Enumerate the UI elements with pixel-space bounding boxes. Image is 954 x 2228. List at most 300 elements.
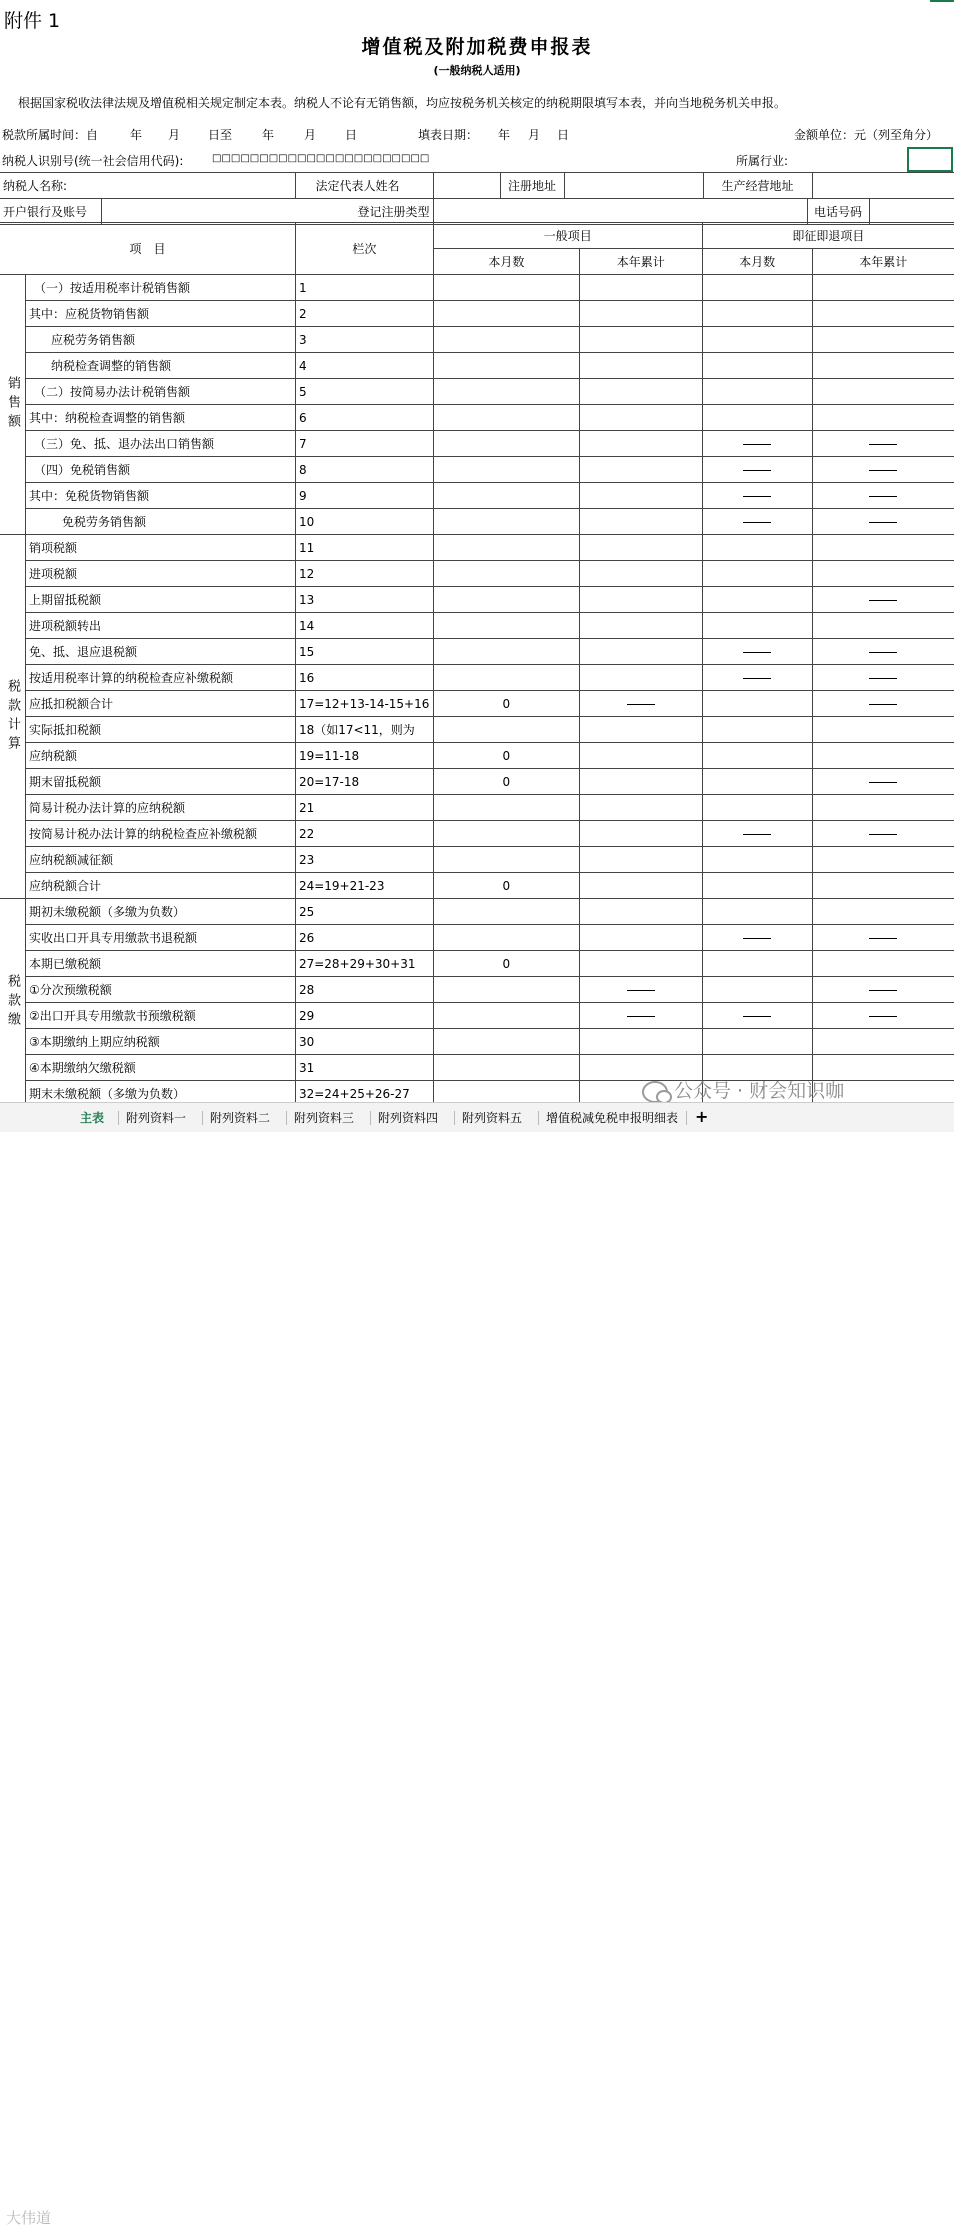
- table-row: [0, 873, 954, 899]
- value-cell-gy[interactable]: [579, 951, 702, 977]
- not-applicable-dash: [627, 1016, 655, 1017]
- row-item-label: （一）按适用税率计税销售额: [26, 275, 296, 301]
- row-item-label: 其中：应税货物销售额: [26, 301, 296, 327]
- not-applicable-dash: [743, 496, 771, 497]
- row-item-label: 其中：纳税检查调整的销售额: [26, 405, 296, 431]
- value-cell-rm[interactable]: [702, 509, 812, 535]
- value-cell-ry[interactable]: [812, 561, 954, 587]
- section-label-tax-calc: 税款计算: [0, 535, 26, 899]
- value-cell-rm[interactable]: [702, 1029, 812, 1055]
- value-cell-gy[interactable]: [579, 509, 702, 535]
- row-item-label: ④本期缴纳欠缴税额: [26, 1055, 296, 1081]
- legal-rep-value[interactable]: [433, 173, 500, 199]
- not-applicable-dash: [869, 600, 897, 601]
- column-header-item: 项 目: [0, 223, 295, 275]
- row-item-label: 实际抵扣税额: [26, 717, 296, 743]
- table-row: [0, 457, 954, 483]
- table-row: [0, 977, 954, 1003]
- watermark: [642, 1076, 844, 1103]
- value-cell-ry[interactable]: [812, 847, 954, 873]
- row-item-label: 免、抵、退应退税额: [26, 639, 296, 665]
- value-cell-rm[interactable]: [702, 925, 812, 951]
- value-cell-gy[interactable]: [579, 613, 702, 639]
- row-line-number: 14: [295, 613, 433, 639]
- declaration-table: [0, 222, 954, 1107]
- value-cell-rm[interactable]: [702, 847, 812, 873]
- column-header-general-ytd: 本年累计: [579, 249, 702, 275]
- not-applicable-dash: [869, 938, 897, 939]
- column-header-refund: 即征即退项目: [702, 223, 954, 249]
- row-item-label: 本期已缴税额: [26, 951, 296, 977]
- value-cell-gm[interactable]: [433, 535, 579, 561]
- value-cell-gy[interactable]: [579, 1029, 702, 1055]
- value-cell-rm[interactable]: [702, 717, 812, 743]
- value-cell-rm[interactable]: [702, 769, 812, 795]
- value-cell-gm[interactable]: [433, 821, 579, 847]
- table-row: [0, 717, 954, 743]
- value-cell-gm[interactable]: [433, 457, 579, 483]
- value-cell-gm[interactable]: 0: [433, 691, 579, 717]
- table-row: [0, 509, 954, 535]
- value-cell-gy[interactable]: [579, 665, 702, 691]
- value-cell-gm[interactable]: [433, 509, 579, 535]
- row-line-number: 26: [295, 925, 433, 951]
- table-row: [0, 1029, 954, 1055]
- sheet-tab[interactable]: 增值税减免税申报明细表: [546, 1111, 679, 1125]
- value-cell-rm[interactable]: [702, 353, 812, 379]
- value-cell-gy[interactable]: [579, 769, 702, 795]
- row-item-label: ①分次预缴税额: [26, 977, 296, 1003]
- sheet-tab[interactable]: 附列资料五: [462, 1111, 523, 1125]
- row-line-number: 23: [295, 847, 433, 873]
- value-cell-gm[interactable]: [433, 847, 579, 873]
- value-cell-gy[interactable]: [579, 327, 702, 353]
- value-cell-ry[interactable]: [812, 743, 954, 769]
- period-day-2: 日: [345, 128, 358, 142]
- not-applicable-dash: [743, 522, 771, 523]
- row-item-label: 应纳税额合计: [26, 873, 296, 899]
- value-cell-rm[interactable]: [702, 951, 812, 977]
- row-line-number: 31: [295, 1055, 433, 1081]
- value-cell-rm[interactable]: [702, 535, 812, 561]
- row-line-number: 22: [295, 821, 433, 847]
- row-line-number: 32=24+25+26-27: [295, 1081, 433, 1107]
- not-applicable-dash: [869, 834, 897, 835]
- tab-separator: [286, 1111, 287, 1125]
- form-note: 根据国家税收法律法规及增值税相关规定制定本表。纳税人不论有无销售额，均应按税务机关核定的纳税期限填写本表，并向当地税务机关申报。: [18, 96, 787, 110]
- table-row: [0, 899, 954, 925]
- not-applicable-dash: [743, 938, 771, 939]
- value-cell-rm[interactable]: [702, 873, 812, 899]
- value-cell-ry[interactable]: [812, 509, 954, 535]
- column-header-refund-ytd: 本年累计: [812, 249, 954, 275]
- row-line-number: 19=11-18: [295, 743, 433, 769]
- row-line-number: 7: [295, 431, 433, 457]
- value-cell-rm[interactable]: [702, 275, 812, 301]
- reg-type-label: 登记注册类型: [101, 199, 433, 225]
- value-cell-rm[interactable]: [702, 405, 812, 431]
- row-item-label: 上期留抵税额: [26, 587, 296, 613]
- row-item-label: （三）免、抵、退办法出口销售额: [26, 431, 296, 457]
- section-label-sales: 销售额: [0, 275, 26, 535]
- not-applicable-dash: [743, 1016, 771, 1017]
- row-item-label: 应纳税额: [26, 743, 296, 769]
- not-applicable-dash: [743, 834, 771, 835]
- left-logo: 大伟道: [6, 2209, 52, 2227]
- not-applicable-dash: [869, 496, 897, 497]
- sheet-tab[interactable]: 附列资料四: [378, 1111, 439, 1125]
- sheet-tab[interactable]: 附列资料二: [210, 1111, 271, 1125]
- not-applicable-dash: [743, 678, 771, 679]
- form-subtitle: (一般纳税人适用): [433, 64, 521, 77]
- table-row: [0, 1003, 954, 1029]
- taxpayer-id-boxes[interactable]: □□□□□□□□□□□□□□□□□□□□□□□: [212, 153, 430, 164]
- row-line-number: 15: [295, 639, 433, 665]
- annex-label: 附件 1: [4, 10, 61, 32]
- value-cell-gm[interactable]: 0: [433, 951, 579, 977]
- period-label: 税款所属时间：自: [2, 128, 99, 142]
- tab-separator: [118, 1111, 119, 1125]
- table-row: [0, 665, 954, 691]
- fill-year: 年: [498, 128, 511, 142]
- value-cell-rm[interactable]: [702, 977, 812, 1003]
- column-header-refund-month: 本月数: [702, 249, 812, 275]
- selection-edge-mark: [930, 0, 954, 2]
- row-item-label: 进项税额: [26, 561, 296, 587]
- value-cell-gm[interactable]: [433, 353, 579, 379]
- taxpayer-id-label: 纳税人识别号(统一社会信用代码):: [2, 154, 184, 168]
- not-applicable-dash: [743, 652, 771, 653]
- value-cell-ry[interactable]: [812, 587, 954, 613]
- row-line-number: 11: [295, 535, 433, 561]
- value-cell-gy[interactable]: [579, 639, 702, 665]
- value-cell-rm[interactable]: [702, 639, 812, 665]
- value-cell-gy[interactable]: [579, 457, 702, 483]
- table-row: [0, 405, 954, 431]
- row-line-number: 1: [295, 275, 433, 301]
- column-header-general-month: 本月数: [433, 249, 579, 275]
- value-cell-gm[interactable]: [433, 327, 579, 353]
- value-cell-ry[interactable]: [812, 379, 954, 405]
- row-item-label: （二）按简易办法计税销售额: [26, 379, 296, 405]
- fill-day: 日: [557, 128, 570, 142]
- row-item-label: 应税劳务销售额: [26, 327, 296, 353]
- phone-label: 电话号码: [807, 199, 869, 225]
- value-cell-gy[interactable]: [579, 743, 702, 769]
- value-cell-ry[interactable]: [812, 1029, 954, 1055]
- table-row: [0, 301, 954, 327]
- value-cell-gy[interactable]: [579, 925, 702, 951]
- value-cell-gm[interactable]: [433, 379, 579, 405]
- table-row: [0, 353, 954, 379]
- row-line-number: 6: [295, 405, 433, 431]
- row-item-label: 期初未缴税额（多缴为负数）: [26, 899, 296, 925]
- value-cell-gy[interactable]: [579, 379, 702, 405]
- value-cell-rm[interactable]: [702, 795, 812, 821]
- value-cell-gm[interactable]: [433, 639, 579, 665]
- value-cell-ry[interactable]: [812, 691, 954, 717]
- column-header-general: 一般项目: [433, 223, 702, 249]
- value-cell-gm[interactable]: 0: [433, 743, 579, 769]
- table-row: [0, 925, 954, 951]
- add-sheet-button[interactable]: +: [695, 1107, 709, 1126]
- value-cell-rm[interactable]: [702, 743, 812, 769]
- value-cell-gm[interactable]: [433, 431, 579, 457]
- value-cell-gm[interactable]: [433, 795, 579, 821]
- row-line-number: 12: [295, 561, 433, 587]
- row-item-label: 简易计税办法计算的应纳税额: [26, 795, 296, 821]
- value-cell-gm[interactable]: [433, 301, 579, 327]
- value-cell-ry[interactable]: [812, 639, 954, 665]
- row-line-number: 10: [295, 509, 433, 535]
- not-applicable-dash: [869, 444, 897, 445]
- not-applicable-dash: [743, 444, 771, 445]
- tab-separator: [538, 1111, 539, 1125]
- table-row: [0, 587, 954, 613]
- tab-separator: [202, 1111, 203, 1125]
- row-line-number: 3: [295, 327, 433, 353]
- value-cell-rm[interactable]: [702, 483, 812, 509]
- phone-value[interactable]: [869, 199, 954, 225]
- bank-label: 开户银行及账号: [0, 199, 101, 225]
- value-cell-rm[interactable]: [702, 457, 812, 483]
- value-cell-gm[interactable]: [433, 1029, 579, 1055]
- reg-type-value[interactable]: [433, 199, 807, 225]
- row-item-label: 应抵扣税额合计: [26, 691, 296, 717]
- table-row: [0, 639, 954, 665]
- row-item-label: 期末未缴税额（多缴为负数）: [26, 1081, 296, 1107]
- sheet-tab[interactable]: 附列资料一: [126, 1111, 187, 1125]
- row-item-label: 实收出口开具专用缴款书退税额: [26, 925, 296, 951]
- row-line-number: 2: [295, 301, 433, 327]
- value-cell-ry[interactable]: [812, 717, 954, 743]
- row-item-label: ②出口开具专用缴款书预缴税额: [26, 1003, 296, 1029]
- value-cell-gm[interactable]: 0: [433, 769, 579, 795]
- not-applicable-dash: [627, 990, 655, 991]
- value-cell-gy[interactable]: [579, 405, 702, 431]
- not-applicable-dash: [743, 470, 771, 471]
- value-cell-ry[interactable]: [812, 457, 954, 483]
- industry-label: 所属行业:: [736, 154, 789, 168]
- table-row: [0, 951, 954, 977]
- value-cell-gy[interactable]: [579, 483, 702, 509]
- not-applicable-dash: [869, 652, 897, 653]
- value-cell-ry[interactable]: [812, 821, 954, 847]
- row-line-number: 9: [295, 483, 433, 509]
- sheet-tab-bar: [0, 1102, 954, 2227]
- sheet-tab[interactable]: 附列资料三: [294, 1111, 355, 1125]
- table-row: [0, 431, 954, 457]
- value-cell-ry[interactable]: [812, 795, 954, 821]
- table-row: [0, 821, 954, 847]
- table-row: [0, 561, 954, 587]
- not-applicable-dash: [627, 704, 655, 705]
- fill-date-label: 填表日期：: [418, 128, 479, 142]
- row-line-number: 8: [295, 457, 433, 483]
- row-line-number: 20=17-18: [295, 769, 433, 795]
- value-cell-ry[interactable]: [812, 925, 954, 951]
- row-item-label: 其中：免税货物销售额: [26, 483, 296, 509]
- table-row: [0, 847, 954, 873]
- value-cell-gm[interactable]: [433, 613, 579, 639]
- value-cell-gy[interactable]: [579, 821, 702, 847]
- value-cell-gy[interactable]: [579, 899, 702, 925]
- value-cell-rm[interactable]: [702, 301, 812, 327]
- value-cell-rm[interactable]: [702, 821, 812, 847]
- value-cell-gm[interactable]: [433, 1003, 579, 1029]
- selected-cell[interactable]: [907, 147, 953, 172]
- value-cell-ry[interactable]: [812, 769, 954, 795]
- table-row: [0, 327, 954, 353]
- value-cell-ry[interactable]: [812, 483, 954, 509]
- row-line-number: 28: [295, 977, 433, 1003]
- value-cell-rm[interactable]: [702, 691, 812, 717]
- biz-address-label: 生产经营地址: [703, 173, 812, 199]
- value-cell-gm[interactable]: [433, 665, 579, 691]
- row-item-label: 按适用税率计算的纳税检查应补缴税额: [26, 665, 296, 691]
- table-row: [0, 691, 954, 717]
- value-cell-ry[interactable]: [812, 665, 954, 691]
- value-cell-gy[interactable]: [579, 353, 702, 379]
- legal-rep-label: 法定代表人姓名: [295, 173, 433, 199]
- value-cell-gy[interactable]: [579, 275, 702, 301]
- row-item-label: 进项税额转出: [26, 613, 296, 639]
- value-cell-ry[interactable]: [812, 873, 954, 899]
- value-cell-gm[interactable]: [433, 977, 579, 1003]
- value-cell-gm[interactable]: [433, 561, 579, 587]
- value-cell-gm[interactable]: [433, 717, 579, 743]
- not-applicable-dash: [869, 470, 897, 471]
- value-cell-gy[interactable]: [579, 535, 702, 561]
- value-cell-rm[interactable]: [702, 899, 812, 925]
- value-cell-gy[interactable]: [579, 1003, 702, 1029]
- period-day-to: 日至: [208, 128, 233, 142]
- value-cell-gy[interactable]: [579, 431, 702, 457]
- value-cell-gy[interactable]: [579, 691, 702, 717]
- taxpayer-name-label: 纳税人名称:: [0, 173, 295, 199]
- row-line-number: 13: [295, 587, 433, 613]
- value-cell-ry[interactable]: [812, 951, 954, 977]
- value-cell-ry[interactable]: [812, 613, 954, 639]
- sheet-tab[interactable]: 主表: [80, 1111, 105, 1125]
- value-cell-rm[interactable]: [702, 587, 812, 613]
- wechat-icon: [642, 1081, 668, 1103]
- table-row: [0, 535, 954, 561]
- not-applicable-dash: [869, 678, 897, 679]
- row-item-label: ③本期缴纳上期应纳税额: [26, 1029, 296, 1055]
- row-item-label: 纳税检查调整的销售额: [26, 353, 296, 379]
- tab-separator: [370, 1111, 371, 1125]
- value-cell-gy[interactable]: [579, 977, 702, 1003]
- value-cell-ry[interactable]: [812, 405, 954, 431]
- row-line-number: 4: [295, 353, 433, 379]
- period-year-2: 年: [262, 128, 275, 142]
- unit-label: 金额单位：元（列至角分）: [794, 128, 939, 142]
- value-cell-rm[interactable]: [702, 561, 812, 587]
- row-line-number: 30: [295, 1029, 433, 1055]
- reg-address-label: 注册地址: [500, 173, 564, 199]
- not-applicable-dash: [869, 782, 897, 783]
- value-cell-ry[interactable]: [812, 327, 954, 353]
- value-cell-rm[interactable]: [702, 665, 812, 691]
- value-cell-ry[interactable]: [812, 899, 954, 925]
- value-cell-ry[interactable]: [812, 431, 954, 457]
- value-cell-rm[interactable]: [702, 1003, 812, 1029]
- value-cell-gy[interactable]: [579, 561, 702, 587]
- value-cell-gm[interactable]: [433, 405, 579, 431]
- fill-month: 月: [528, 128, 541, 142]
- value-cell-gy[interactable]: [579, 873, 702, 899]
- row-line-number: 21: [295, 795, 433, 821]
- row-line-number: 16: [295, 665, 433, 691]
- value-cell-rm[interactable]: [702, 431, 812, 457]
- row-item-label: 期末留抵税额: [26, 769, 296, 795]
- value-cell-ry[interactable]: [812, 535, 954, 561]
- biz-address-value[interactable]: [812, 173, 954, 199]
- table-row: [0, 483, 954, 509]
- value-cell-rm[interactable]: [702, 613, 812, 639]
- table-row: [0, 795, 954, 821]
- not-applicable-dash: [869, 1016, 897, 1017]
- value-cell-gm[interactable]: [433, 899, 579, 925]
- value-cell-gy[interactable]: [579, 717, 702, 743]
- table-row: [0, 769, 954, 795]
- not-applicable-dash: [869, 522, 897, 523]
- value-cell-gm[interactable]: [433, 925, 579, 951]
- table-row: [0, 613, 954, 639]
- row-item-label: （四）免税销售额: [26, 457, 296, 483]
- period-year-1: 年: [130, 128, 143, 142]
- table-row: [0, 379, 954, 405]
- form-title: 增值税及附加税费申报表: [361, 36, 593, 58]
- column-header-line: 栏次: [295, 223, 433, 275]
- value-cell-rm[interactable]: [702, 379, 812, 405]
- value-cell-ry[interactable]: [812, 977, 954, 1003]
- section-label-tax-paid: 税款缴: [0, 899, 26, 1107]
- value-cell-ry[interactable]: [812, 1003, 954, 1029]
- value-cell-gm[interactable]: [433, 275, 579, 301]
- value-cell-gm[interactable]: 0: [433, 873, 579, 899]
- value-cell-gy[interactable]: [579, 795, 702, 821]
- value-cell-ry[interactable]: [812, 275, 954, 301]
- row-item-label: 免税劳务销售额: [26, 509, 296, 535]
- row-line-number: 18（如17<11，则为: [295, 717, 433, 743]
- value-cell-gy[interactable]: [579, 587, 702, 613]
- row-item-label: 应纳税额减征额: [26, 847, 296, 873]
- table-row: [0, 275, 954, 301]
- value-cell-ry[interactable]: [812, 353, 954, 379]
- watermark-text: 公众号 · 财会知识咖: [674, 1080, 845, 1102]
- value-cell-ry[interactable]: [812, 301, 954, 327]
- row-line-number: 29: [295, 1003, 433, 1029]
- value-cell-gm[interactable]: [433, 483, 579, 509]
- row-item-label: 按简易计税办法计算的纳税检查应补缴税额: [26, 821, 296, 847]
- not-applicable-dash: [869, 704, 897, 705]
- tab-separator: [454, 1111, 455, 1125]
- table-row: [0, 743, 954, 769]
- value-cell-gm[interactable]: [433, 587, 579, 613]
- taxpayer-info-table: [0, 172, 954, 225]
- period-month-1: 月: [168, 128, 181, 142]
- value-cell-gy[interactable]: [579, 301, 702, 327]
- row-item-label: 销项税额: [26, 535, 296, 561]
- tab-separator: [686, 1111, 687, 1125]
- reg-address-value[interactable]: [564, 173, 703, 199]
- value-cell-gm[interactable]: [433, 1055, 579, 1081]
- value-cell-rm[interactable]: [702, 327, 812, 353]
- row-line-number: 5: [295, 379, 433, 405]
- value-cell-gy[interactable]: [579, 847, 702, 873]
